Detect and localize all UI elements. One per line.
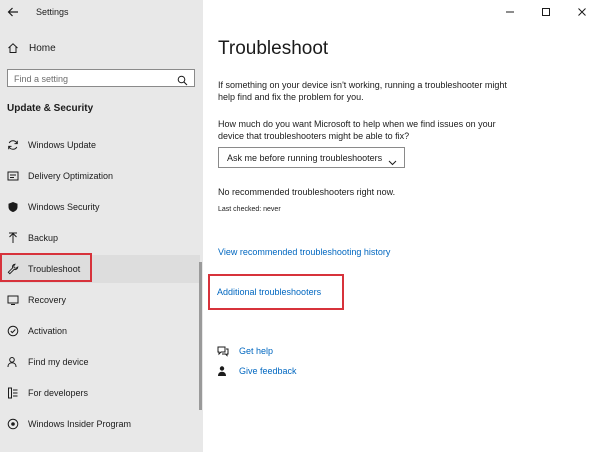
search-icon[interactable] [177,73,188,84]
backup-arrow-icon [7,232,19,244]
main-content [203,0,600,452]
status-text: No recommended troubleshooters right now. [218,187,396,197]
sidebar-item-windows-security[interactable] [0,193,200,221]
sidebar-item-label: Windows Update [28,140,97,150]
page-title: Troubleshoot [218,38,329,59]
give-feedback-link[interactable]: Give feedback [239,366,297,376]
sidebar-item-label: Recovery [28,295,67,305]
give-feedback-row[interactable] [217,365,297,377]
intro-text: If something on your device isn't working, running a troubleshooter might help find and fix the problem for you. [218,80,507,102]
sidebar-item-troubleshoot[interactable] [0,255,200,283]
sidebar-item-label: Activation [28,326,68,336]
home-link[interactable] [7,40,56,56]
last-checked-text: Last checked: never [218,206,281,213]
maximize-icon[interactable] [528,3,564,21]
sidebar-item-find-my-device[interactable] [0,348,200,376]
chat-help-icon [217,345,229,357]
sidebar-scrollbar[interactable] [199,262,202,410]
home-label: Home [29,42,56,54]
sidebar-item-label: Windows Security [28,202,100,212]
troubleshooting-history-link[interactable]: View recommended troubleshooting history [218,247,391,257]
sidebar-item-label: Backup [28,233,59,243]
get-help-row[interactable] [217,345,273,357]
window-controls [492,3,600,21]
sidebar-item-windows-update[interactable] [0,131,200,159]
sidebar-item-for-developers[interactable] [0,379,200,407]
shield-icon [7,201,19,213]
recovery-icon [7,294,19,306]
sidebar-item-activation[interactable] [0,317,200,345]
sidebar-item-label: Windows Insider Program [28,419,132,429]
dropdown-selected-value: Ask me before running troubleshooters [227,152,383,163]
developer-tools-icon [7,387,19,399]
sidebar-item-recovery[interactable] [0,286,200,314]
app-title: Settings [36,7,69,17]
sidebar-item-backup[interactable] [0,224,200,252]
insider-icon [7,418,19,430]
search-input[interactable] [14,72,164,85]
refresh-icon [7,139,19,151]
sidebar-item-label: Find my device [28,357,89,367]
sidebar [0,0,203,452]
sidebar-item-delivery-optimization[interactable] [0,162,200,190]
back-arrow-icon[interactable] [6,5,20,19]
sidebar-item-label: For developers [28,388,89,398]
section-title: Update & Security [7,103,94,114]
feedback-icon [217,365,229,377]
home-icon [7,42,19,54]
chevron-down-icon [388,154,397,163]
get-help-link[interactable]: Get help [239,346,274,356]
sidebar-item-label: Troubleshoot [28,264,81,274]
close-icon[interactable] [564,3,600,21]
sidebar-item-windows-insider-program[interactable] [0,410,200,438]
additional-troubleshooters-link[interactable]: Additional troubleshooters [217,287,322,297]
troubleshoot-preference-dropdown[interactable] [218,147,405,168]
check-circle-icon [7,325,19,337]
question-text: How much do you want Microsoft to help when we find issues on your device that troubleshooters might be able to fix? [218,119,496,141]
sidebar-item-label: Delivery Optimization [28,171,114,181]
person-location-icon [7,356,19,368]
delivery-optimization-icon [7,170,19,182]
search-box[interactable] [7,69,195,87]
wrench-icon [7,263,19,275]
minimize-icon[interactable] [492,3,528,21]
